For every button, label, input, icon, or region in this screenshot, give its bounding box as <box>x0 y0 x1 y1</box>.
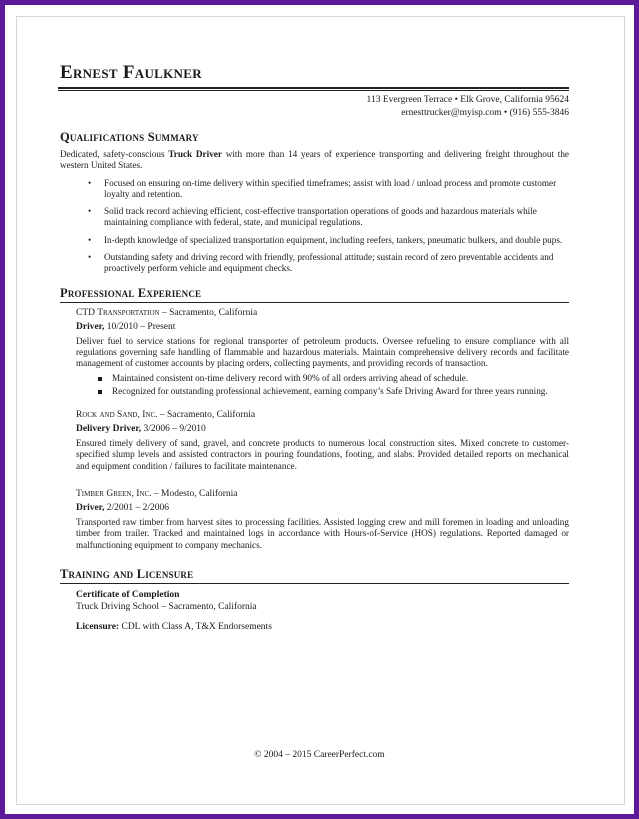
role-dates: 10/2010 – Present <box>104 321 176 332</box>
job-entry <box>76 307 569 397</box>
intro-text-end: with more than 14 years of experience transporting and delivering freight throughout the western United States. <box>60 149 570 171</box>
job-description: Transported raw timber from harvest sites to processing facilities. Assisted logging crew and mill foremen in loading and unloading timber from trailer. Tracked and maintained logs in accordance with Hours-of-Service (HOS) regulations. Reported damaged or malfunctioning equipment to company mechanics. <box>76 517 569 550</box>
job-description: Ensured timely delivery of sand, gravel, and concrete products to numerous local construction sites. Mixed concrete to customer-specified slump levels and assisted contractors in pouring foundations, footing, and slabs. Provided detailed reports on mechanical and equipment condition / failures to facilitate maintenance. <box>76 438 569 471</box>
achievement-item: Recognized for outstanding professional achievement, earning company’s Safe Driving Award for three years running. <box>112 386 569 397</box>
candidate-name: Ernest Faulkner <box>60 62 202 83</box>
address-line: 113 Evergreen Terrace • Elk Grove, California 95624 <box>366 95 569 105</box>
qualifications-intro <box>60 149 569 172</box>
intro-text-start: Dedicated, safety-conscious <box>60 149 169 159</box>
role-dates: 3/2006 – 9/2010 <box>141 424 206 435</box>
role-title: Delivery Driver, <box>76 424 142 435</box>
licensure-value: CDL with Class A, T&X Endorsements <box>119 621 272 632</box>
qualification-item: • Outstanding safety and driving record with friendly, professional attitude; sustain record of zero preventable accidents and proactively perform vehicle and equipment checks. <box>104 252 569 275</box>
qualification-item: • Solid track record achieving efficient, cost-effective transportation operations of goods and hazardous materials while maintaining compliance with federal, state, and municipal regulations. <box>104 206 569 229</box>
achievement-item: Maintained consistent on-time delivery record with 90% of all orders arriving ahead of schedule. <box>112 373 569 384</box>
training-block <box>76 589 569 633</box>
qualifications-heading: Qualifications Summary <box>60 130 199 144</box>
intro-job-title: Truck Driver <box>168 149 222 159</box>
achievement-list <box>76 373 569 398</box>
company-name: CTD Transportation <box>76 307 160 318</box>
licensure-label: Licensure: <box>76 621 120 632</box>
job-entry <box>76 488 569 551</box>
certificate-title: Certificate of Completion <box>76 589 180 600</box>
role-line <box>76 423 569 435</box>
training-heading: Training and Licensure <box>60 567 569 584</box>
role-title: Driver, <box>76 321 105 332</box>
email-phone-line: ernesttrucker@myisp.com • (916) 555-3846 <box>401 107 569 118</box>
job-entry <box>76 409 569 472</box>
qualification-item: • Focused on ensuring on-time delivery within specified timeframes; assist with load / unload process and promote customer loyalty and retention. <box>104 178 569 201</box>
qualification-item: • In-depth knowledge of specialized transportation equipment, including reefers, tankers, pneumatic bulkers, and double pups. <box>104 235 569 246</box>
role-dates: 2/2001 – 2/2006 <box>104 503 170 514</box>
company-line <box>76 409 569 421</box>
school-line: Truck Driving School – Sacramento, California <box>76 601 257 612</box>
licensure-line <box>76 621 569 633</box>
contact-block <box>58 94 569 119</box>
role-line <box>76 502 569 514</box>
role-line <box>76 321 569 333</box>
company-name: Timber Green, Inc. <box>76 489 152 500</box>
company-location: – Sacramento, California <box>159 307 258 318</box>
company-location: – Modesto, California <box>151 489 238 500</box>
qualifications-list <box>58 178 569 275</box>
role-title: Driver, <box>76 503 105 514</box>
header-rule <box>58 87 569 91</box>
company-name: Rock and Sand, Inc. <box>76 410 158 421</box>
job-description: Deliver fuel to service stations for regional transporter of petroleum products. Oversee refueling to ensure compliance with all regulations governing safe handling of flammable and hazardous materials. Maintain comprehensive delivery records and facilitate management of customer accounts by placing orders, collecting payments, and providing records of transaction. <box>76 335 569 369</box>
resume-content <box>58 52 569 633</box>
company-line <box>76 307 569 319</box>
experience-heading: Professional Experience <box>60 286 569 303</box>
company-location: – Sacramento, California <box>157 410 256 421</box>
copyright-footer: © 2004 – 2015 CareerPerfect.com <box>254 750 385 760</box>
company-line <box>76 488 569 500</box>
